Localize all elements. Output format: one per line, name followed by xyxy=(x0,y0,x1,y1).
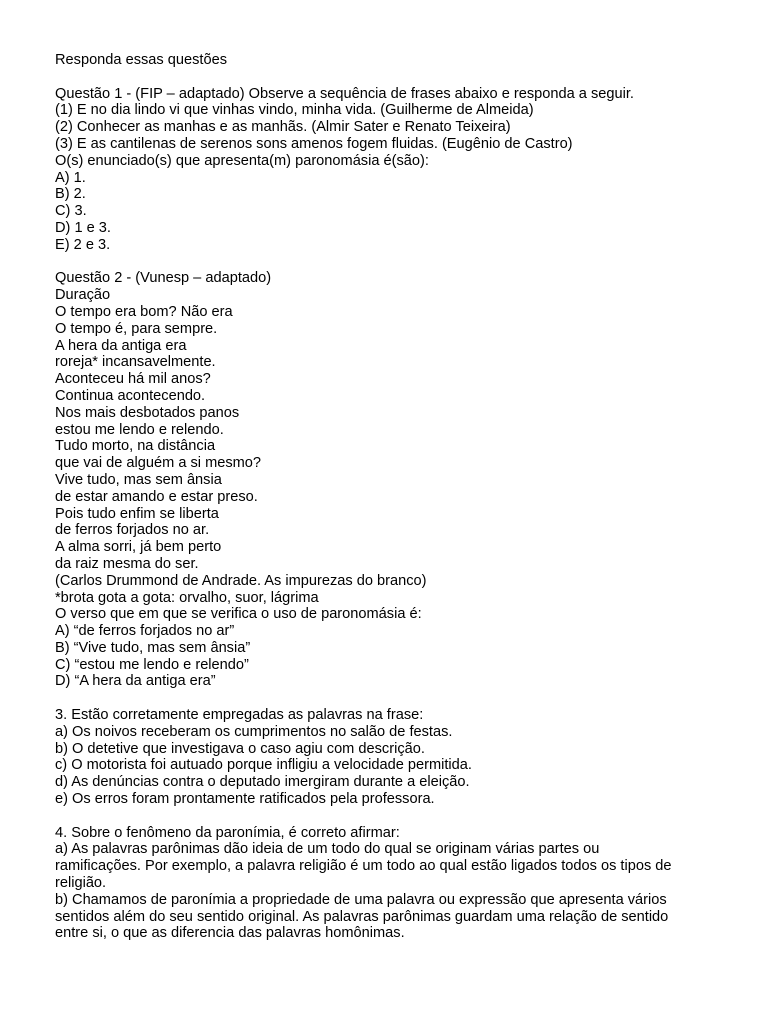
poem-line: Pois tudo enfim se liberta xyxy=(55,505,219,522)
question-4 xyxy=(55,825,755,943)
question-4-option-b-line: sentidos além do seu sentido original. As palavras parônimas guardam uma relação de sentido xyxy=(55,908,669,925)
poem-line: Aconteceu há mil anos? xyxy=(55,371,211,388)
question-4-option-a-line: religião. xyxy=(55,875,107,892)
question-4-option-b-line: entre si, o que as diferencia das palavras homônimas. xyxy=(55,925,405,942)
spacer xyxy=(55,808,755,825)
question-4-option-b-line: b) Chamamos de paronímia a propriedade de uma palavra ou expressão que apresenta vários xyxy=(55,891,667,908)
question-2-title: Questão 2 - (Vunesp – adaptado) xyxy=(55,270,272,287)
poem-source: (Carlos Drummond de Andrade. As impurezas do branco) xyxy=(55,572,427,589)
question-1-sentence: (2) Conhecer as manhas e as manhãs. (Almir Sater e Renato Teixeira) xyxy=(55,119,511,136)
poem-line: A hera da antiga era xyxy=(55,337,187,354)
question-1-option: B) 2. xyxy=(55,186,86,203)
question-2-option: A) “de ferros forjados no ar” xyxy=(55,623,235,640)
page-heading: Responda essas questões xyxy=(55,52,227,68)
question-1-option: E) 2 e 3. xyxy=(55,236,111,253)
spacer xyxy=(55,69,755,86)
poem-line: Tudo morto, na distância xyxy=(55,438,216,455)
spacer xyxy=(55,690,755,707)
question-1 xyxy=(55,86,755,254)
question-1-prompt: O(s) enunciado(s) que apresenta(m) paronomásia é(são): xyxy=(55,152,429,169)
question-3-prompt: 3. Estão corretamente empregadas as palavras na frase: xyxy=(55,707,424,724)
question-1-sentence: (1) E no dia lindo vi que vinhas vindo, minha vida. (Guilherme de Almeida) xyxy=(55,102,534,119)
question-1-intro: Questão 1 - (FIP – adaptado) Observe a sequência de frases abaixo e responda a seguir. xyxy=(55,85,634,102)
question-3-option: d) As denúncias contra o deputado imergiram durante a eleição. xyxy=(55,774,470,791)
question-1-option: D) 1 e 3. xyxy=(55,219,111,236)
question-1-option: C) 3. xyxy=(55,203,87,220)
question-3 xyxy=(55,707,755,808)
question-4-option-a-line: ramificações. Por exemplo, a palavra religião é um todo ao qual estão ligados todos os tipos de xyxy=(55,858,672,875)
question-4-option-a-line: a) As palavras parônimas dão ideia de um todo do qual se originam várias partes ou xyxy=(55,841,600,858)
poem-line: que vai de alguém a si mesmo? xyxy=(55,455,262,472)
question-3-option: a) Os noivos receberam os cumprimentos no salão de festas. xyxy=(55,723,453,740)
question-3-option: e) Os erros foram prontamente ratificados pela professora. xyxy=(55,791,435,808)
question-3-option: b) O detetive que investigava o caso agiu com descrição. xyxy=(55,740,425,757)
poem-line: da raiz mesma do ser. xyxy=(55,555,199,572)
question-1-sentence: (3) E as cantilenas de serenos sons amenos fogem fluidas. (Eugênio de Castro) xyxy=(55,135,573,152)
poem-line: estou me lendo e relendo. xyxy=(55,421,224,438)
question-1-option: A) 1. xyxy=(55,169,86,186)
poem-footnote: *brota gota a gota: orvalho, suor, lágrima xyxy=(55,589,319,606)
poem-line: de ferros forjados no ar. xyxy=(55,522,210,539)
poem-line: de estar amando e estar preso. xyxy=(55,488,258,505)
question-2-option: B) “Vive tudo, mas sem ânsia” xyxy=(55,639,251,656)
question-4-prompt: 4. Sobre o fenômeno da paronímia, é correto afirmar: xyxy=(55,824,400,841)
poem-line: roreja* incansavelmente. xyxy=(55,354,216,371)
question-3-option: c) O motorista foi autuado porque infligiu a velocidade permitida. xyxy=(55,757,472,774)
poem-line: Duração xyxy=(55,287,111,304)
poem-line: O tempo era bom? Não era xyxy=(55,303,233,320)
question-2-prompt: O verso que em que se verifica o uso de paronomásia é: xyxy=(55,606,422,623)
poem-line: O tempo é, para sempre. xyxy=(55,320,218,337)
question-2-option: C) “estou me lendo e relendo” xyxy=(55,656,249,673)
poem-line: A alma sorri, já bem perto xyxy=(55,539,222,556)
spacer xyxy=(55,254,755,271)
poem-line: Continua acontecendo. xyxy=(55,387,206,404)
document-body xyxy=(55,52,755,942)
question-2 xyxy=(55,270,755,690)
poem-line: Nos mais desbotados panos xyxy=(55,404,240,421)
poem-line: Vive tudo, mas sem ânsia xyxy=(55,471,222,488)
question-2-option: D) “A hera da antiga era” xyxy=(55,673,216,690)
